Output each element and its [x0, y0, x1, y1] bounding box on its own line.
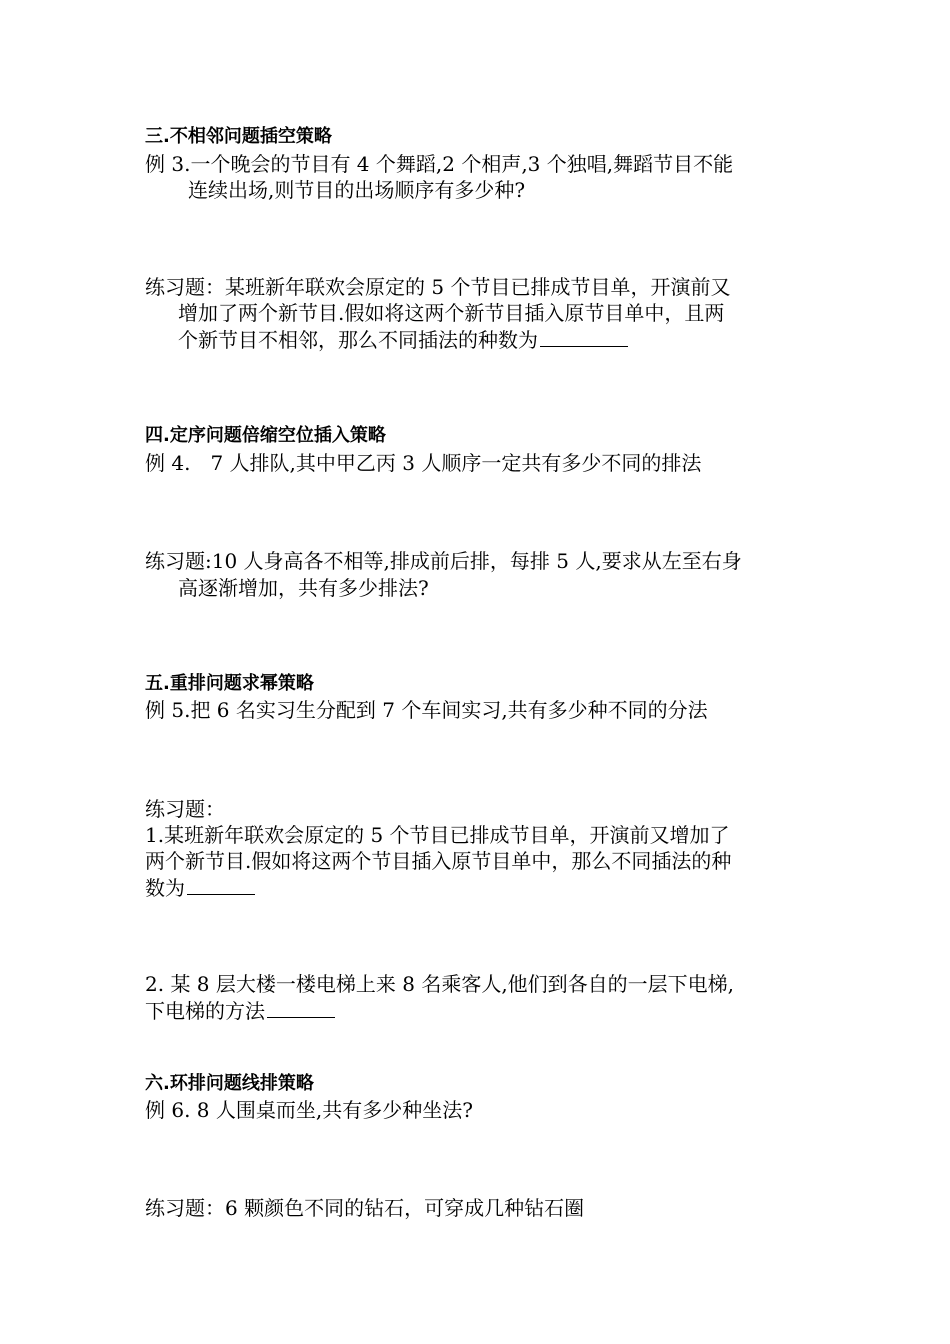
exercise-5-2-line-2-text: 下电梯的方法 — [145, 999, 265, 1023]
exercise-5-1-line-1: 1.某班新年联欢会原定的 5 个节目已排成节目单，开演前又增加了 — [145, 823, 730, 847]
exercise-5-title: 练习题： — [145, 797, 225, 821]
section-heading-4: 四.定序问题倍缩空位插入策略 — [145, 425, 386, 446]
exercise-4-line-2: 高逐渐增加，共有多少排法? — [178, 576, 429, 600]
exercise-3-line-1: 练习题：某班新年联欢会原定的 5 个节目已排成节目单，开演前又 — [145, 275, 731, 299]
answer-blank[interactable] — [187, 874, 255, 895]
exercise-3-line-2: 增加了两个新节目.假如将这两个新节目插入原节目单中，且两 — [178, 301, 725, 325]
example-5-line-1: 例 5.把 6 名实习生分配到 7 个车间实习,共有多少种不同的分法 — [145, 698, 708, 722]
exercise-3-line-3-text: 个新节目不相邻，那么不同插法的种数为 — [178, 328, 538, 352]
example-4-line-1: 例 4. 7 人排队,其中甲乙丙 3 人顺序一定共有多少不同的排法 — [145, 451, 702, 475]
exercise-5-2-line-2 — [145, 997, 335, 1024]
exercise-3-line-3 — [178, 326, 628, 353]
example-3-line-2: 连续出场,则节目的出场顺序有多少种? — [188, 178, 526, 202]
example-6-line-1: 例 6. 8 人围桌而坐,共有多少种坐法? — [145, 1098, 473, 1122]
exercise-6-line-1: 练习题：6 颗颜色不同的钻石，可穿成几种钻石圈 — [145, 1196, 585, 1220]
exercise-5-1-line-2: 两个新节目.假如将这两个节目插入原节目单中，那么不同插法的种 — [145, 849, 732, 873]
exercise-5-1-line-3 — [145, 874, 255, 901]
section-heading-5: 五.重排问题求幂策略 — [145, 673, 314, 694]
section-heading-3: 三.不相邻问题插空策略 — [145, 126, 332, 147]
example-3-line-1: 例 3.一个晚会的节目有 4 个舞蹈,2 个相声,3 个独唱,舞蹈节目不能 — [145, 152, 734, 176]
answer-blank[interactable] — [540, 326, 628, 347]
exercise-4-line-1: 练习题:10 人身高各不相等,排成前后排，每排 5 人,要求从左至右身 — [145, 549, 742, 573]
answer-blank[interactable] — [267, 997, 335, 1018]
exercise-5-1-line-3-text: 数为 — [145, 876, 185, 900]
exercise-5-2-line-1: 2. 某 8 层大楼一楼电梯上来 8 名乘客人,他们到各自的一层下电梯, — [145, 972, 735, 996]
section-heading-6: 六.环排问题线排策略 — [145, 1073, 314, 1094]
